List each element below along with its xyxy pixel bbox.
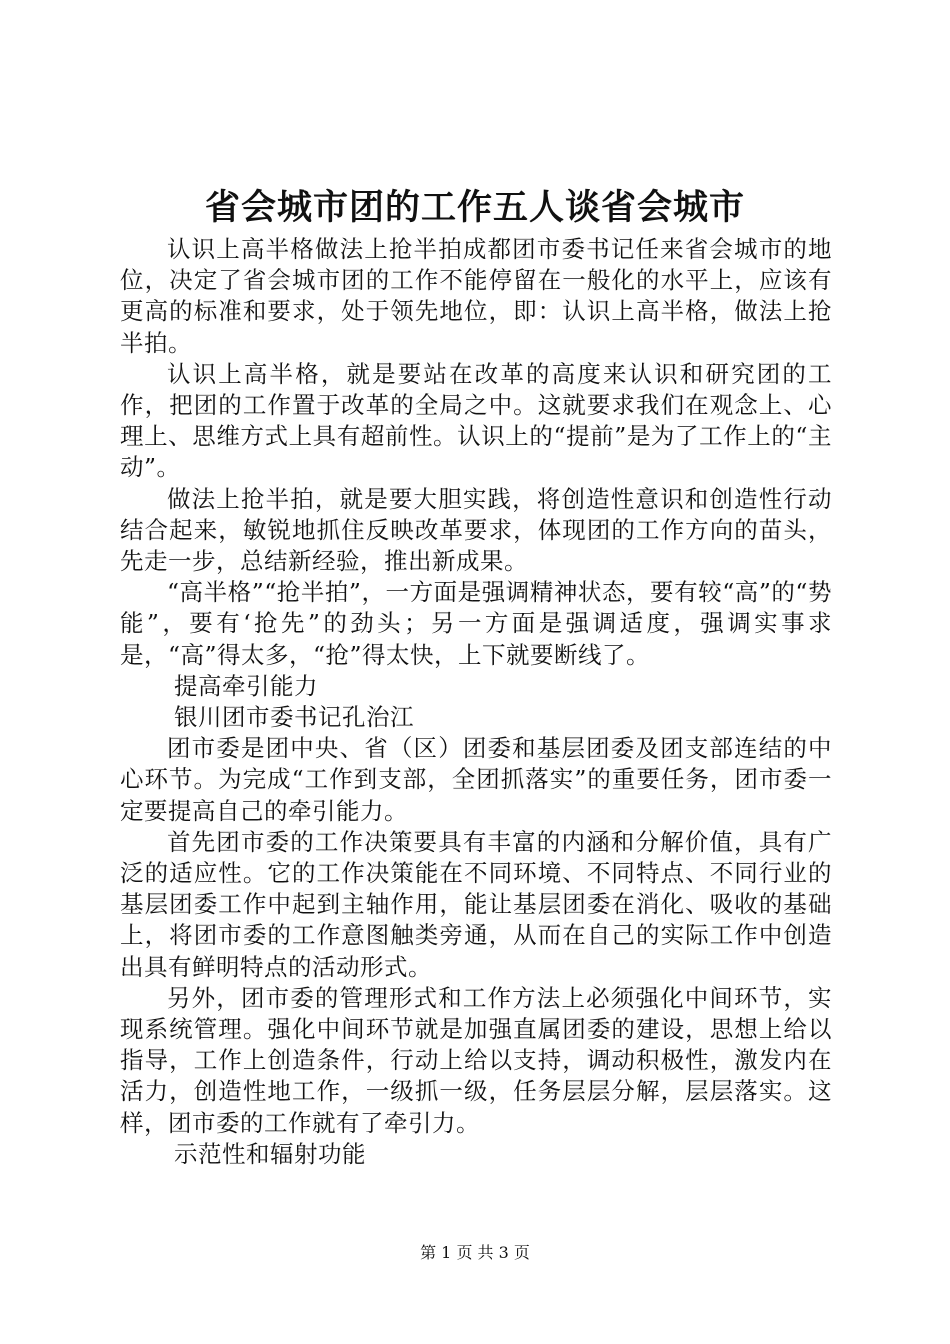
paragraph-1: 认识上高半格做法上抢半拍成都团市委书记任来省会城市的地位，决定了省会城市团的工作不能停留在一般化的水平上，应该有更高的标准和要求，处于领先地位，即：认识上高半格，做法上抢半拍。 — [120, 235, 832, 357]
document-title: 省会城市团的工作五人谈省会城市 — [204, 187, 745, 228]
section-heading-demonstration: 示范性和辐射功能 — [174, 1139, 367, 1168]
author-line: 银川团市委书记孔治江 — [174, 703, 415, 732]
page-number-footer: 第 1 页 共 3 页 — [420, 1243, 530, 1262]
paragraph-4: “高半格”“抢半拍”，一方面是强调精神状态，要有较“高”的“势能”，要有‘抢先”的劲头；另一方面是强调适度，强调实事求是，“高”得太多，“抢”得太快，上下就要断线了。 — [120, 578, 832, 669]
paragraph-3: 做法上抢半拍，就是要大胆实践，将创造性意识和创造性行动结合起来，敏锐地抓住反映改革要求，体现团的工作方向的苗头，先走一步，总结新经验，推出新成果。 — [120, 484, 832, 576]
paragraph-5: 团市委是团中央、省（区）团委和基层团委及团支部连结的中心环节。为完成“工作到支部，全团抓落实”的重要任务，团市委一定要提高自己的牵引能力。 — [120, 734, 832, 825]
paragraph-6: 首先团市委的工作决策要具有丰富的内涵和分解价值，具有广泛的适应性。它的工作决策能在不同环境、不同特点、不同行业的基层团委工作中起到主轴作用，能让基层团委在消化、吸收的基础上，将团市委的工作意图触类旁通，从而在自己的实际工作中创造出具有鲜明特点的活动形式。 — [120, 827, 832, 981]
section-heading-traction: 提高牵引能力 — [174, 671, 319, 700]
paragraph-2: 认识上高半格，就是要站在改革的高度来认识和研究团的工作，把团的工作置于改革的全局之中。这就要求我们在观念上、心理上、思维方式上具有超前性。认识上的“提前”是为了工作上的“主动”。 — [120, 359, 832, 482]
paragraph-7: 另外，团市委的管理形式和工作方法上必须强化中间环节，实现系统管理。强化中间环节就是加强直属团委的建设，思想上给以指导，工作上创造条件，行动上给以支持，调动积极性，激发内在活力，创造性地工作，一级抓一级，任务层层分解，层层落实。这样，团市委的工作就有了牵引力。 — [120, 983, 832, 1137]
document-body — [120, 234, 832, 1170]
